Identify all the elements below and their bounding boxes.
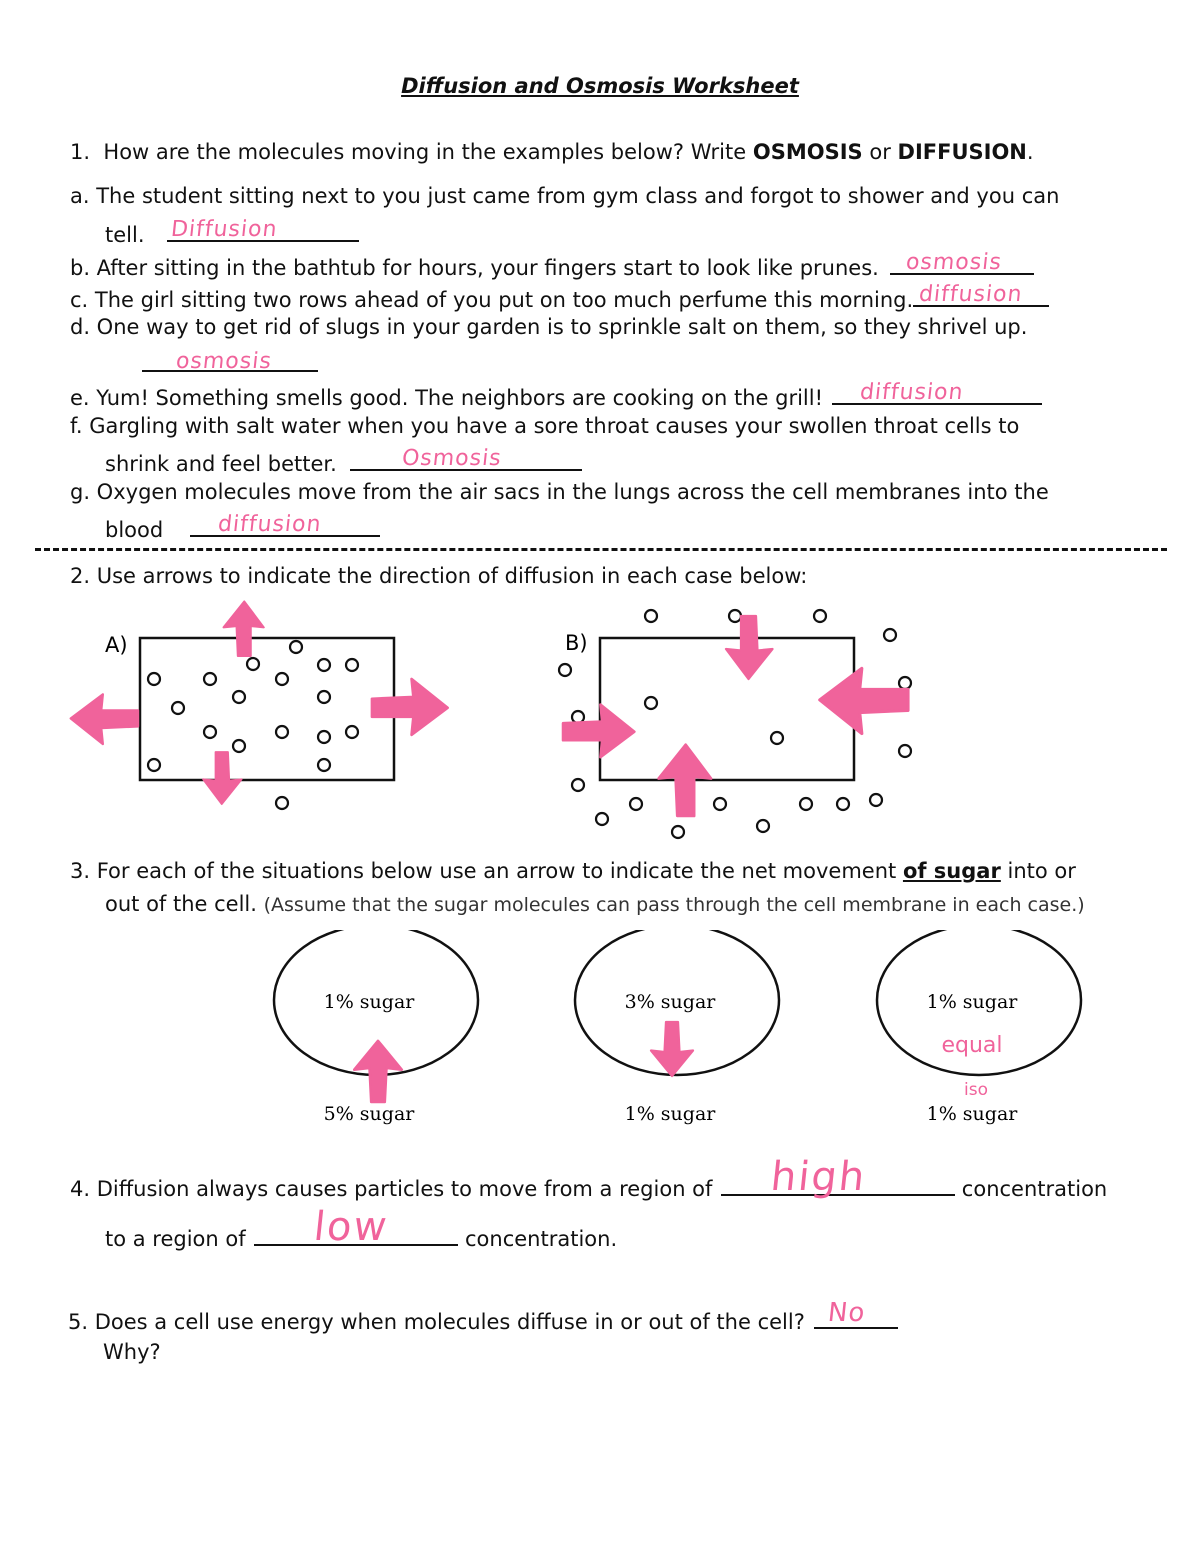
q4-text-line2-end: concentration.	[465, 1227, 618, 1251]
q1-keyword-diffusion: DIFFUSION	[897, 140, 1027, 164]
q1-or: or	[869, 140, 891, 164]
q4-line2	[105, 1204, 618, 1251]
q4-answer-1: high	[768, 1154, 869, 1200]
q4-answer-1-blank[interactable]	[721, 1154, 955, 1200]
cell-3-answer-iso: iso	[964, 1080, 988, 1100]
q3-note: (Assume that the sugar molecules can pass through the cell membrane in each case.)	[263, 894, 1085, 916]
q1-item-f-answer-blank[interactable]	[350, 447, 582, 471]
q1-item-c-text: c. The girl sitting two rows ahead of you put on too much perfume this morning.	[70, 288, 914, 312]
q4-line1	[70, 1154, 1108, 1201]
arrow-down-icon	[726, 616, 773, 679]
section-divider	[35, 548, 1167, 551]
q1-item-f-line2	[105, 447, 582, 476]
q1-item-g-line1: g. Oxygen molecules move from the air sacs in the lungs across the cell membranes into the	[70, 480, 1049, 504]
cell-3-outside-label: 1% sugar	[926, 1103, 1018, 1125]
arrow-left-icon	[71, 694, 138, 744]
q1-item-a-text: tell.	[105, 223, 145, 247]
arrow-up-icon	[354, 1041, 402, 1102]
q3-cells	[0, 930, 1200, 1130]
cell-2-inside-label: 3% sugar	[624, 991, 716, 1013]
q3-text-end: into or	[1007, 859, 1076, 883]
q1-item-f-text: shrink and feel better.	[105, 452, 337, 476]
q1-item-g-answer-blank[interactable]	[190, 513, 380, 537]
page-title: Diffusion and Osmosis Worksheet	[401, 74, 799, 98]
q1-item-e	[70, 381, 1042, 410]
q1-number: 1.	[70, 140, 91, 164]
q1-keyword-osmosis: OSMOSIS	[752, 140, 863, 164]
q1-item-a-answer: Diffusion	[169, 217, 279, 242]
q1-item-b-answer-blank[interactable]	[890, 251, 1034, 275]
q4-text: 4. Diffusion always causes particles to move from a region of	[70, 1177, 713, 1201]
q1-item-a-answer-blank[interactable]	[167, 218, 359, 242]
q1-item-f-line1: f. Gargling with salt water when you have a sore throat causes your swollen throat cells to	[70, 414, 1020, 438]
cell-2-outside-label: 1% sugar	[624, 1103, 716, 1125]
q5-why: Why?	[103, 1340, 161, 1364]
diagram-a-molecules	[148, 641, 358, 809]
q1-item-a-line2	[105, 218, 359, 247]
q1-item-d-answer-line	[142, 348, 318, 377]
cell-3-answer-equal: equal	[941, 1033, 1003, 1058]
q1-item-c-answer: diffusion	[917, 282, 1024, 307]
q4-text-end: concentration	[961, 1177, 1108, 1201]
q3-line2	[105, 892, 1085, 916]
q1-item-g-text: blood	[105, 518, 164, 542]
q1-item-e-answer: diffusion	[858, 380, 965, 405]
arrow-left-icon	[820, 668, 908, 733]
arrow-right-icon	[372, 679, 448, 735]
cell-1-outside-label: 5% sugar	[323, 1103, 415, 1125]
q1-item-d: d. One way to get rid of slugs in your garden is to sprinkle salt on them, so they shrivel up.	[70, 315, 1028, 339]
diagram-b-label: B)	[565, 631, 588, 655]
diagram-a-arrows	[71, 601, 448, 804]
q1-item-f-answer: Osmosis	[400, 446, 503, 471]
q3-underlined-term: of sugar	[902, 859, 1001, 883]
q3-text-line2: out of the cell.	[105, 892, 257, 916]
q1-item-e-text: e. Yum! Something smells good. The neighbors are cooking on the grill!	[70, 386, 824, 410]
q1-item-b-answer: osmosis	[904, 250, 1003, 275]
q5-text: 5. Does a cell use energy when molecules diffuse in or out of the cell?	[68, 1310, 805, 1334]
q5-answer: No	[825, 1298, 867, 1328]
q3-text: 3. For each of the situations below use an arrow to indicate the net movement	[70, 859, 897, 883]
q3-line1	[70, 859, 1076, 883]
q1-prompt-text: How are the molecules moving in the examples below? Write	[103, 140, 747, 164]
arrow-up-icon	[224, 601, 264, 656]
q5-line1	[68, 1298, 898, 1334]
q1-item-b	[70, 251, 1034, 280]
arrow-down-icon	[651, 1022, 693, 1076]
arrow-down-icon	[203, 752, 241, 804]
q4-answer-2-blank[interactable]	[254, 1204, 458, 1250]
q1-item-g-answer: diffusion	[216, 512, 323, 537]
cell-3-inside-label: 1% sugar	[926, 991, 1018, 1013]
q2-diagrams	[0, 590, 1200, 850]
cell-1-inside-label: 1% sugar	[323, 991, 415, 1013]
q1-item-d-answer: osmosis	[174, 349, 274, 374]
q1-item-e-answer-blank[interactable]	[832, 381, 1042, 405]
diagram-a-label: A)	[105, 633, 128, 657]
q1-item-d-answer-blank[interactable]	[142, 348, 318, 372]
q5-answer-blank[interactable]	[814, 1298, 898, 1329]
q1-item-a-line1: a. The student sitting next to you just came from gym class and forgot to shower and you can	[70, 184, 1060, 208]
q2-prompt: 2. Use arrows to indicate the direction of diffusion in each case below:	[70, 564, 808, 588]
q1-item-c	[70, 283, 1049, 312]
q1-item-g-line2	[105, 513, 380, 542]
q1-prompt	[70, 140, 1034, 164]
diagram-b-arrows	[563, 616, 908, 816]
q1-item-c-answer-blank[interactable]	[913, 283, 1049, 307]
q1-period: .	[1026, 140, 1034, 164]
q4-text-line2: to a region of	[105, 1227, 246, 1251]
q4-answer-2: low	[311, 1204, 392, 1250]
q1-item-b-text: b. After sitting in the bathtub for hours, your fingers start to look like prunes.	[70, 256, 879, 280]
diagram-b-box	[600, 638, 854, 780]
